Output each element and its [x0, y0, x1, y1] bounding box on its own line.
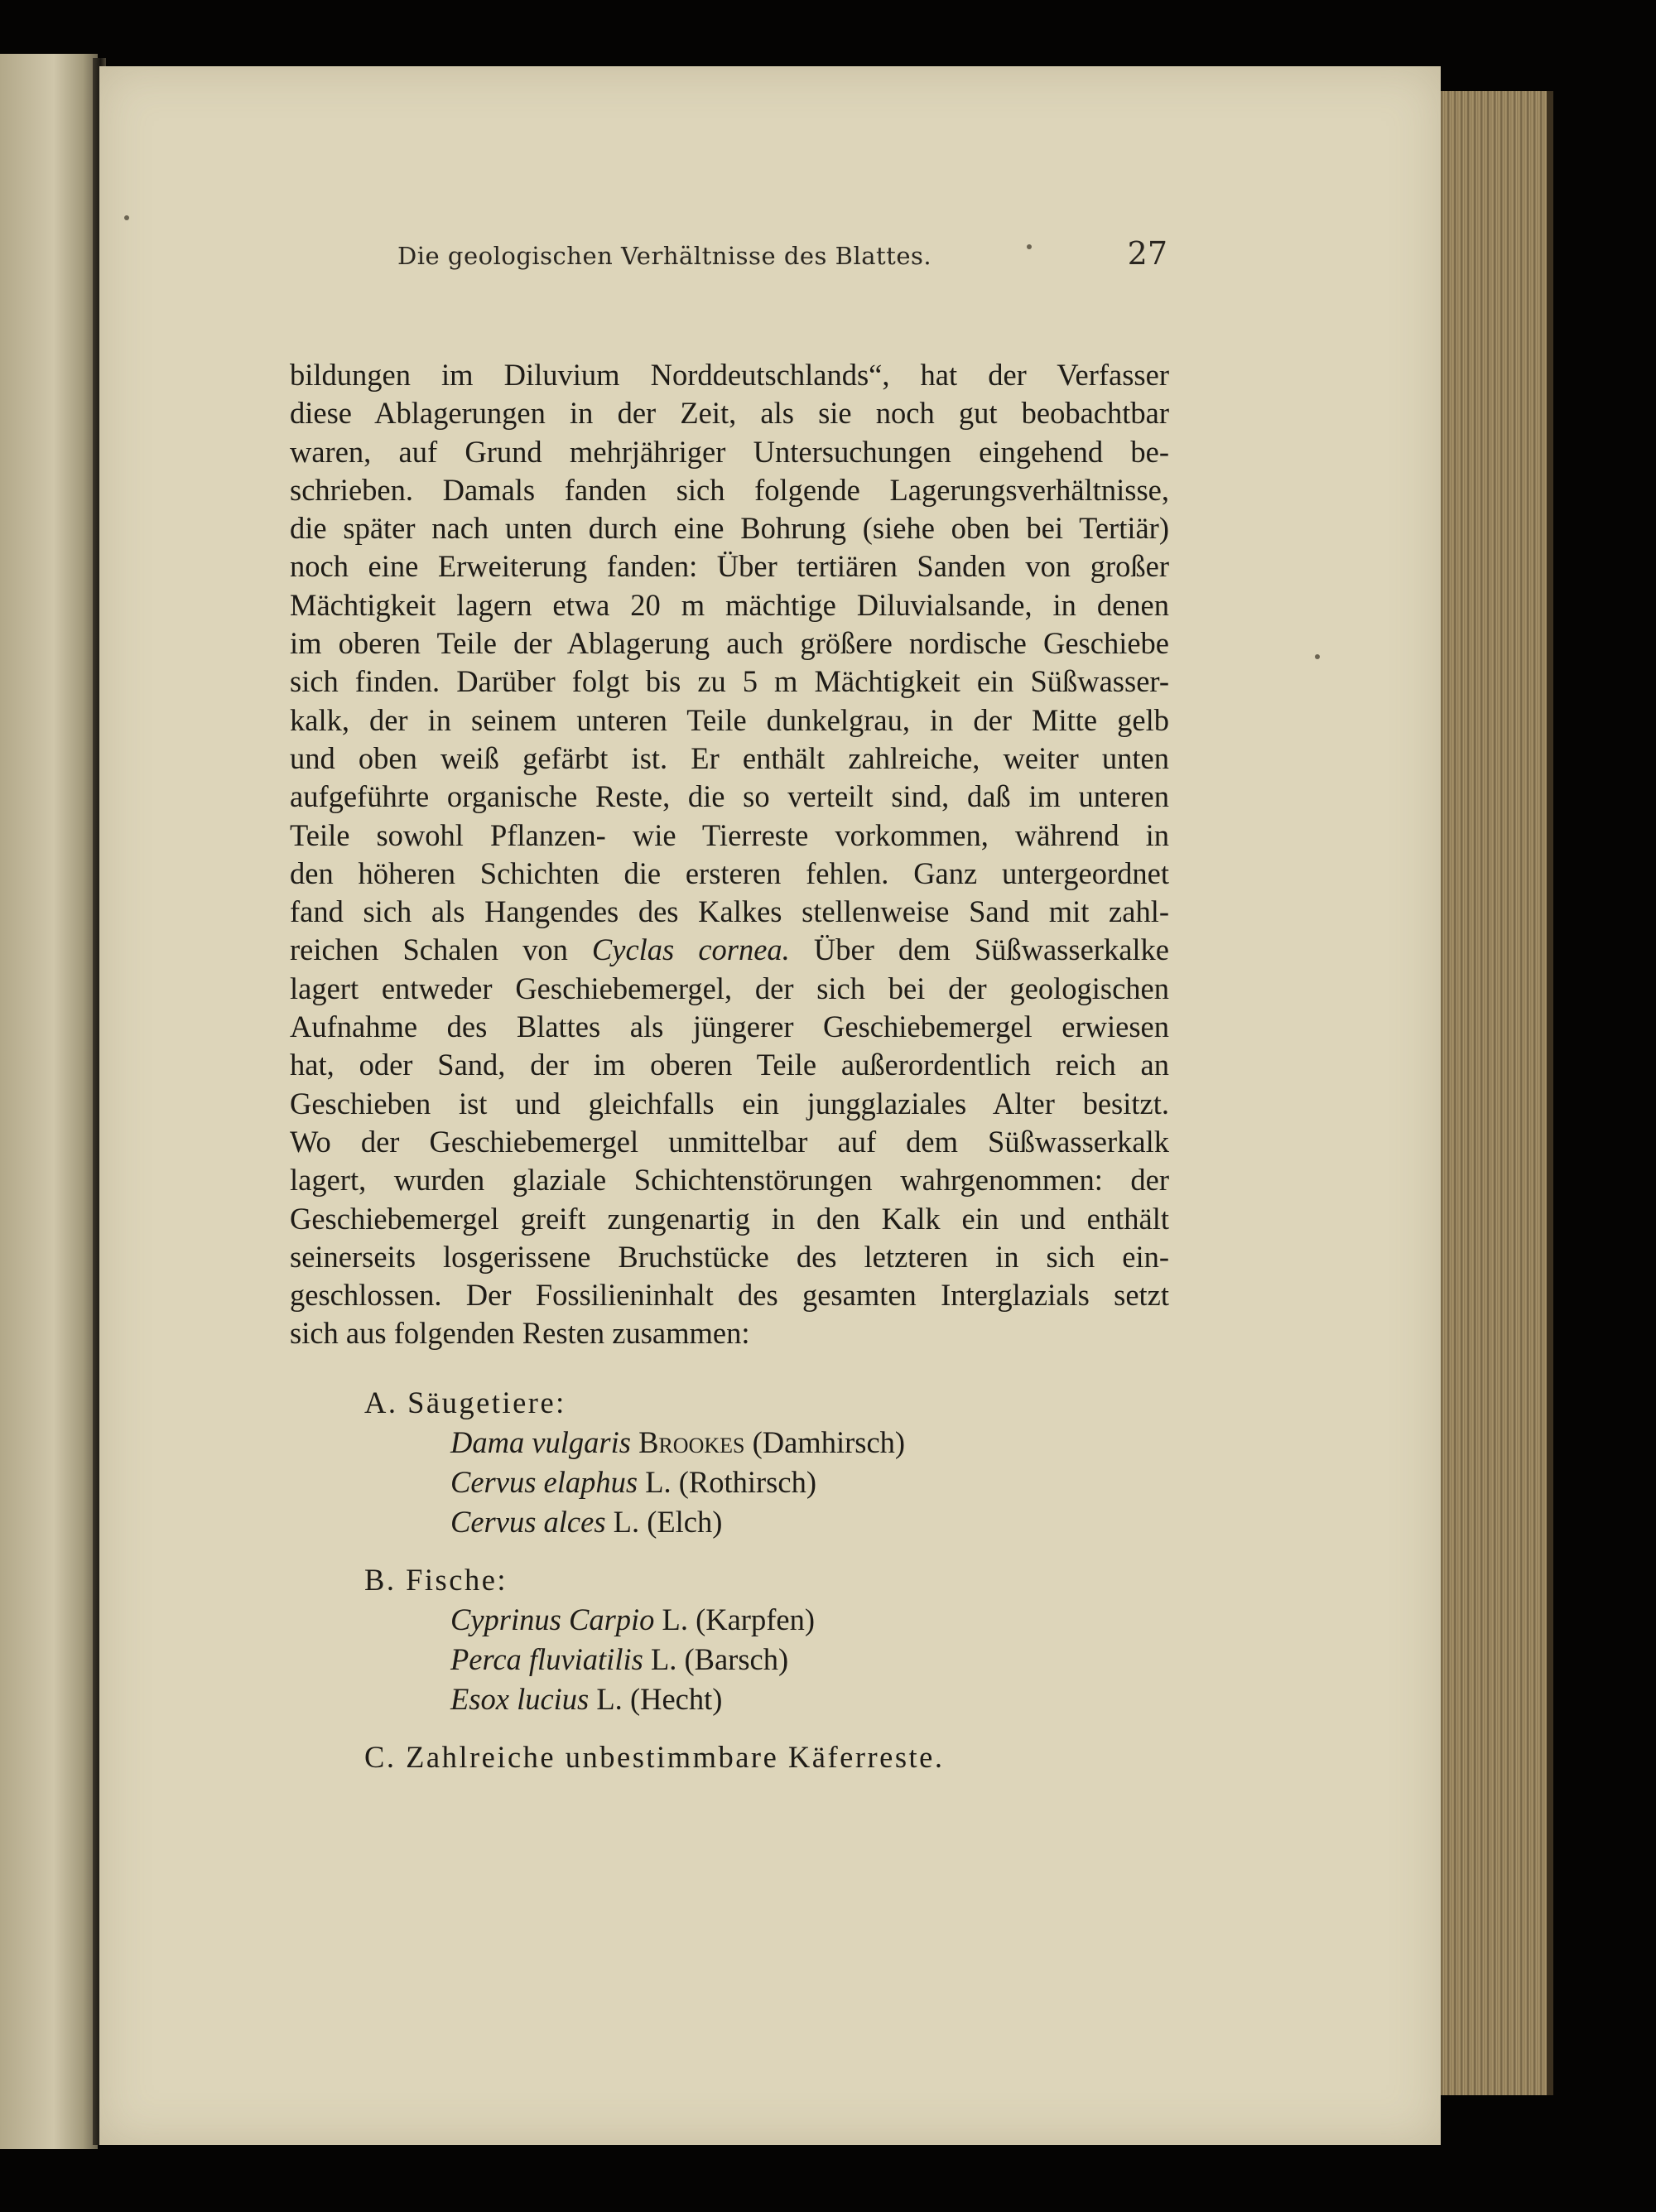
- text-line: bildungen im Diluvium Norddeutschlands“, hat der Verfasser: [290, 358, 1169, 392]
- group-heading-beetles: C. Zahlreiche unbestimmbare Käferreste.: [364, 1740, 945, 1774]
- text-line: schrieben. Damals fanden sich folgende Lagerungsverhältnisse,: [290, 472, 1169, 507]
- text-line: Aufnahme des Blattes als jüngerer Geschiebemergel erwiesen: [290, 1010, 1169, 1044]
- common-name: (Rothirsch): [678, 1465, 816, 1499]
- group-spacer: [364, 1719, 1110, 1737]
- list-entry: [364, 1502, 1110, 1542]
- text-line: Mächtigkeit lagern etwa 20 m mächtige Diluvialsande, in denen: [290, 587, 1169, 622]
- page-header: [397, 232, 1167, 282]
- common-name: (Damhirsch): [752, 1425, 906, 1459]
- list-entry: [364, 1640, 1110, 1679]
- author-name: Brookes: [638, 1425, 745, 1459]
- text-line: geschlossen. Der Fossilieninhalt des gesamten Interglazials setzt: [290, 1278, 1169, 1313]
- species-name: Cervus elaphus: [450, 1465, 638, 1499]
- text-line: lagert, wurden glaziale Schichtenstörungen wahrgenommen: der: [290, 1163, 1169, 1198]
- group-heading-mammals: A. Säugetiere:: [364, 1386, 566, 1419]
- author-name: L.: [596, 1682, 623, 1716]
- text-line: und oben weiß gefärbt ist. Er enthält zahlreiche, weiter unten: [290, 740, 1169, 775]
- text-line: lagert entweder Geschiebemergel, der sich bei der geologischen: [290, 971, 1169, 1005]
- species-name: Esox lucius: [450, 1682, 590, 1716]
- text-line: diese Ablagerungen in der Zeit, als sie noch gut beobachtbar: [290, 396, 1169, 431]
- text-line: hat, oder Sand, der im oberen Teile außerordentlich reich an: [290, 1048, 1169, 1082]
- running-head: Die geologischen Verhältnisse des Blattes.: [397, 242, 932, 270]
- common-name: (Karpfen): [696, 1602, 815, 1636]
- author-name: L.: [662, 1602, 688, 1636]
- text-line: noch eine Erweiterung fanden: Über tertiären Sanden von großer: [290, 549, 1169, 584]
- text-line: sich finden. Darüber folgt bis zu 5 m Mächtigkeit ein Süßwasser-: [290, 664, 1169, 699]
- list-entry: [364, 1600, 1110, 1640]
- text-line: Teile sowohl Pflanzen- wie Tierreste vorkommen, während in: [290, 817, 1169, 852]
- text-line: sich aus folgenden Resten zusammen:: [290, 1316, 750, 1351]
- author-name: L.: [645, 1465, 672, 1499]
- text-line: fand sich als Hangendes des Kalkes stellenweise Sand mit zahl-: [290, 894, 1169, 929]
- text-line-with-species: [290, 931, 1169, 969]
- author-name: L.: [613, 1505, 640, 1539]
- text-line: waren, auf Grund mehrjähriger Untersuchungen eingehend be-: [290, 434, 1169, 469]
- text-line: die später nach unten durch eine Bohrung (siehe oben bei Tertiär): [290, 511, 1169, 546]
- common-name: (Hecht): [629, 1682, 723, 1716]
- list-entry: [364, 1423, 1110, 1463]
- left-page-edge: [0, 54, 98, 2149]
- paper-speck: [124, 215, 129, 220]
- text-line: kalk, der in seinem unteren Teile dunkelgrau, in der Mitte gelb: [290, 702, 1169, 737]
- species-name: Cyprinus Carpio: [450, 1602, 655, 1636]
- list-entry: [364, 1463, 1110, 1502]
- text-line: seinerseits losgerissene Bruchstücke des letzteren in sich ein-: [290, 1239, 1169, 1274]
- page-number: 27: [1127, 235, 1167, 272]
- paper-speck: [1315, 654, 1320, 659]
- author-name: L.: [650, 1642, 677, 1676]
- text-line: im oberen Teile der Ablagerung auch größere nordische Geschiebe: [290, 626, 1169, 661]
- text-fragment: Über dem Süßwasserkalke: [789, 933, 1169, 967]
- species-name: Dama vulgaris: [450, 1425, 631, 1459]
- common-name: (Barsch): [684, 1642, 789, 1676]
- species-name: Cyclas cornea.: [591, 933, 790, 967]
- page-block-edges: [1431, 91, 1553, 2095]
- common-name: (Elch): [647, 1505, 723, 1539]
- group-heading-fish: B. Fische:: [364, 1563, 508, 1597]
- body-paragraph: [290, 356, 1169, 1353]
- text-line: Wo der Geschiebemergel unmittelbar auf dem Süßwasserkalk: [290, 1124, 1169, 1159]
- species-name: Perca fluviatilis: [450, 1642, 643, 1676]
- text-line: aufgeführte organische Reste, die so verteilt sind, daß im unteren: [290, 779, 1169, 814]
- fossil-list: [364, 1383, 1110, 1777]
- text-line: Geschieben ist und gleichfalls ein jungglaziales Alter besitzt.: [290, 1086, 1169, 1120]
- species-name: Cervus alces: [450, 1505, 606, 1539]
- text-line: den höheren Schichten die ersteren fehlen. Ganz untergeordnet: [290, 855, 1169, 890]
- text-line: Geschiebemergel greift zungenartig in den Kalk ein und enthält: [290, 1201, 1169, 1236]
- text-fragment: reichen Schalen von: [290, 933, 592, 967]
- list-entry: [364, 1679, 1110, 1719]
- group-spacer: [364, 1542, 1110, 1560]
